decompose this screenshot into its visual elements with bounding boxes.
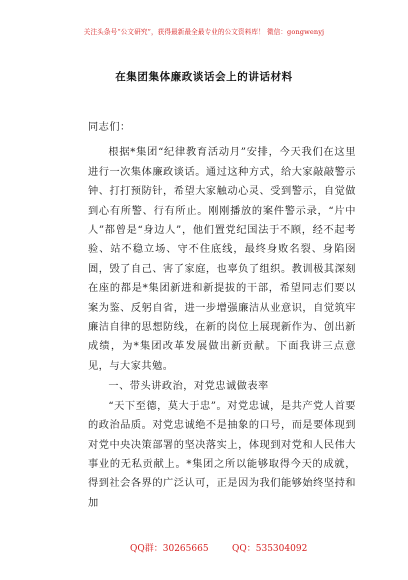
paragraph-loyalty: “天下至德，莫大于忠”。对党忠诚，是共产党人首要的政治品质。对党忠诚绝不是抽象的口号，而是要体现到对党中央决策部署的坚决落实上，体现到对党和人民伟大事业的无私贡献上。*集团之所以能够取得今天的成就，得到社会各界的广泛认可，正是因为我们能够始终坚持和加 — [88, 400, 356, 509]
document-title: 在集团集体廉政谈话会上的讲话材料 — [115, 71, 293, 83]
section-heading-1: 一、带头讲政治，对党忠诚做表率 — [108, 381, 269, 393]
document-body — [88, 118, 356, 513]
paragraph-intro: 根据*集团“纪律教育活动月”安排，今天我们在这里进行一次集体廉政谈话。通过这种方式，给大家敲敲警示钟、打打预防针，希望大家触动心灵、受到警示，自觉做到心有所警、行有所止。刚刚播放的案件警示录，“片中人”都曾是“身边人”，他们置党纪国法于不顾，经不起考验、站不稳立场、守不住底线，最终身败名裂、身陷囹圄，毁了自己、害了家庭，也辜负了组织。教训极其深刻在座的都是*集团新进和新提拔的干部，希望同志们要以案为鉴、反躬自省，进一步增强廉洁从业意识，自觉筑牢廉洁自律的思想防线，在新的岗位上展现新作为、创出新成绩，为*集团改革发展做出新贡献。下面我讲三点意见，与大家共勉。 — [88, 147, 356, 372]
qq-number: QQ：535304092 — [232, 544, 308, 554]
salutation: 同志们： — [88, 122, 131, 133]
promo-banner: 关注头条号“公文研究”，获得最新最全最专业的公文资料库！ 微信：gongwenyj — [83, 28, 325, 36]
qq-group-number: QQ群：30265665 — [130, 544, 209, 554]
